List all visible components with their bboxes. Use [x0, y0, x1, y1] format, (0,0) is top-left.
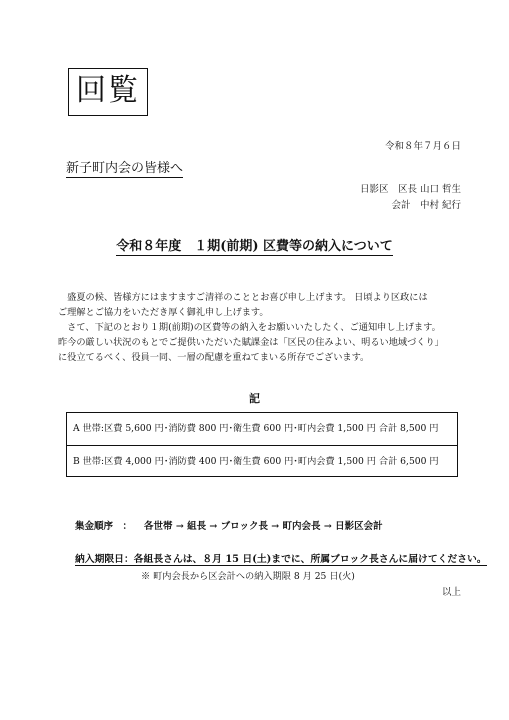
- deadline-note: ※ 町内会長から区会計への納入期限 8 月 25 日(火): [141, 571, 355, 582]
- document-title-text: 令和８年度 １期(前期) 区費等の納入について: [116, 239, 393, 254]
- body-line: 盛夏の候、皆様方にはますますご清祥のこととお喜び申し上げます。 日頃より区政には: [58, 292, 428, 303]
- circulation-stamp: 回覧: [68, 68, 148, 116]
- fee-table: [66, 412, 458, 477]
- recipient: 新子町内会の皆様へ: [66, 157, 183, 178]
- body-line: に役立てるべく、役員一同、一層の配慮を重ねてまいる所存でございます。: [58, 352, 370, 363]
- ki-heading: 記: [249, 392, 260, 405]
- sender-district-head: 日影区 区長 山口 哲生: [359, 184, 461, 195]
- body-text: [58, 290, 466, 365]
- collection-order-label: 集金順序 ：: [75, 521, 133, 532]
- body-line: ご理解とご協力をいただき厚く御礼申し上げます。: [58, 307, 269, 318]
- fee-row-b: B 世帯:区費 4,000 円･消防費 400 円･衛生費 600 円･町内会費 1,500 円 合計 6,500 円: [67, 445, 457, 477]
- collection-order: [75, 518, 395, 532]
- body-line: 昨今の厳しい状況のもとでご提供いただいた賦課金は「区民の住みよい、明るい地域づくり」: [58, 337, 444, 348]
- issue-date: 令和８年７月６日: [384, 141, 461, 152]
- sender-treasurer: 会計 中村 紀行: [391, 200, 461, 211]
- collection-order-steps: 各世帯 → 組長 → ブロック長 → 町内会長 → 日影区会計: [144, 521, 383, 532]
- document-title: [0, 235, 509, 254]
- payment-deadline: 納入期限日：各組長さんは、８月 15 日(土)までに、所属ブロック長さんに届けてください。: [75, 551, 487, 566]
- body-line: さて、下記のとおり１期(前期)の区費等の納入をお願いいたしたく、ご通知申し上げます。: [58, 322, 441, 333]
- fee-row-a: A 世帯:区費 5,600 円･消防費 800 円･衛生費 600 円･町内会費 1,500 円 合計 8,500 円: [73, 423, 439, 434]
- closing-ijo: 以上: [441, 587, 461, 598]
